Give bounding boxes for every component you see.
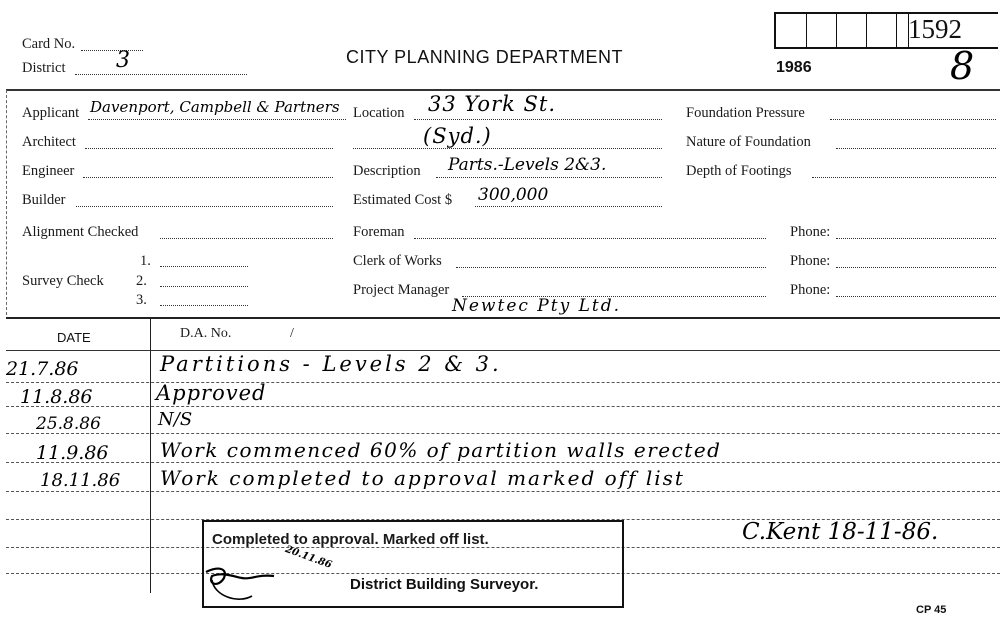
phone-line-2	[836, 267, 996, 268]
log-rule	[6, 406, 1000, 407]
nature-line	[836, 148, 996, 149]
entry-date: 25.8.86	[36, 414, 101, 434]
entry-date: 21.7.86	[6, 358, 79, 380]
location-label: Location	[353, 105, 405, 121]
pm-value: Newtec Pty Ltd.	[452, 296, 621, 316]
log-top-rule	[6, 317, 1000, 319]
location-line-2	[353, 148, 662, 149]
engineer-line	[83, 177, 333, 178]
location-value-2: (Syd.)	[423, 124, 492, 148]
survey-3-line	[160, 305, 248, 306]
stamp-line-1: Completed to approval. Marked off list.	[212, 531, 489, 548]
stamp-date: 20.11.86	[283, 544, 334, 571]
entry-text: Work commenced 60% of partition walls erected	[160, 438, 722, 462]
header-rule	[6, 89, 1000, 91]
phone-label-3: Phone:	[790, 282, 831, 298]
entry-text: Partitions - Levels 2 & 3.	[160, 352, 502, 376]
side-signature: C.Kent 18-11-86.	[742, 519, 939, 545]
district-line	[75, 74, 247, 75]
survey-1: 1.	[140, 253, 151, 269]
builder-line	[76, 206, 333, 207]
log-rule	[6, 350, 1000, 351]
survey-label: Survey Check	[22, 273, 104, 289]
nature-label: Nature of Foundation	[686, 134, 811, 150]
entry-text: Approved	[156, 381, 267, 405]
description-line	[436, 177, 662, 178]
engineer-label: Engineer	[22, 163, 75, 179]
da-slash: /	[290, 326, 294, 341]
year: 1986	[776, 59, 812, 76]
date-header: DATE	[57, 330, 91, 345]
form-code: CP 45	[916, 604, 947, 616]
clerk-line	[456, 267, 766, 268]
district-label: District	[22, 60, 66, 76]
description-value: Parts.-Levels 2&3.	[448, 155, 607, 175]
architect-line	[85, 148, 333, 149]
district-value: 3	[116, 48, 130, 73]
alignment-line	[160, 238, 333, 239]
surveyor-signature	[198, 562, 288, 608]
depth-line	[812, 177, 996, 178]
entry-text: N/S	[158, 409, 193, 430]
cost-value: 300,000	[478, 185, 549, 205]
card-no-label: Card No.	[22, 36, 76, 52]
entry-date: 18.11.86	[40, 470, 121, 491]
entry-date: 11.8.86	[20, 386, 93, 408]
card-no-line	[81, 50, 143, 51]
foundation-pressure-line	[830, 119, 996, 120]
builder-label: Builder	[22, 192, 66, 208]
location-line	[414, 119, 662, 120]
box-divider	[836, 14, 837, 47]
applicant-line	[88, 119, 346, 120]
box-divider	[806, 14, 807, 47]
phone-line-1	[836, 238, 996, 239]
card-number: 1592	[908, 14, 962, 44]
log-rule	[6, 491, 1000, 492]
survey-2-line	[160, 286, 248, 287]
entry-date: 11.9.86	[36, 442, 109, 464]
location-value: 33 York St.	[428, 92, 557, 116]
depth-label: Depth of Footings	[686, 163, 792, 179]
page-title: CITY PLANNING DEPARTMENT	[346, 47, 624, 67]
alignment-label: Alignment Checked	[22, 224, 139, 240]
foreman-label: Foreman	[353, 224, 405, 240]
entry-text: Work completed to approval marked off list	[160, 466, 685, 490]
left-border	[6, 90, 7, 315]
box-divider	[866, 14, 867, 47]
phone-line-3	[836, 296, 996, 297]
card-suffix: 8	[950, 44, 975, 88]
cost-label: Estimated Cost $	[353, 192, 453, 208]
applicant-label: Applicant	[22, 105, 80, 121]
description-label: Description	[353, 163, 421, 179]
clerk-label: Clerk of Works	[353, 253, 442, 269]
pm-label: Project Manager	[353, 282, 450, 298]
architect-label: Architect	[22, 134, 76, 150]
phone-label-1: Phone:	[790, 224, 831, 240]
log-column-divider	[150, 318, 151, 593]
log-rule	[6, 462, 1000, 463]
log-rule	[6, 433, 1000, 434]
foundation-pressure-label: Foundation Pressure	[686, 105, 805, 121]
survey-2: 2.	[136, 273, 147, 289]
applicant-value: Davenport, Campbell & Partners	[90, 98, 340, 116]
survey-1-line	[160, 266, 248, 267]
stamp-line-2: District Building Surveyor.	[350, 576, 539, 593]
survey-3: 3.	[136, 292, 147, 308]
box-divider	[896, 14, 897, 47]
approval-stamp	[202, 520, 624, 608]
phone-label-2: Phone:	[790, 253, 831, 269]
foreman-line	[414, 238, 766, 239]
cost-line	[475, 206, 662, 207]
da-header: D.A. No.	[180, 326, 232, 341]
